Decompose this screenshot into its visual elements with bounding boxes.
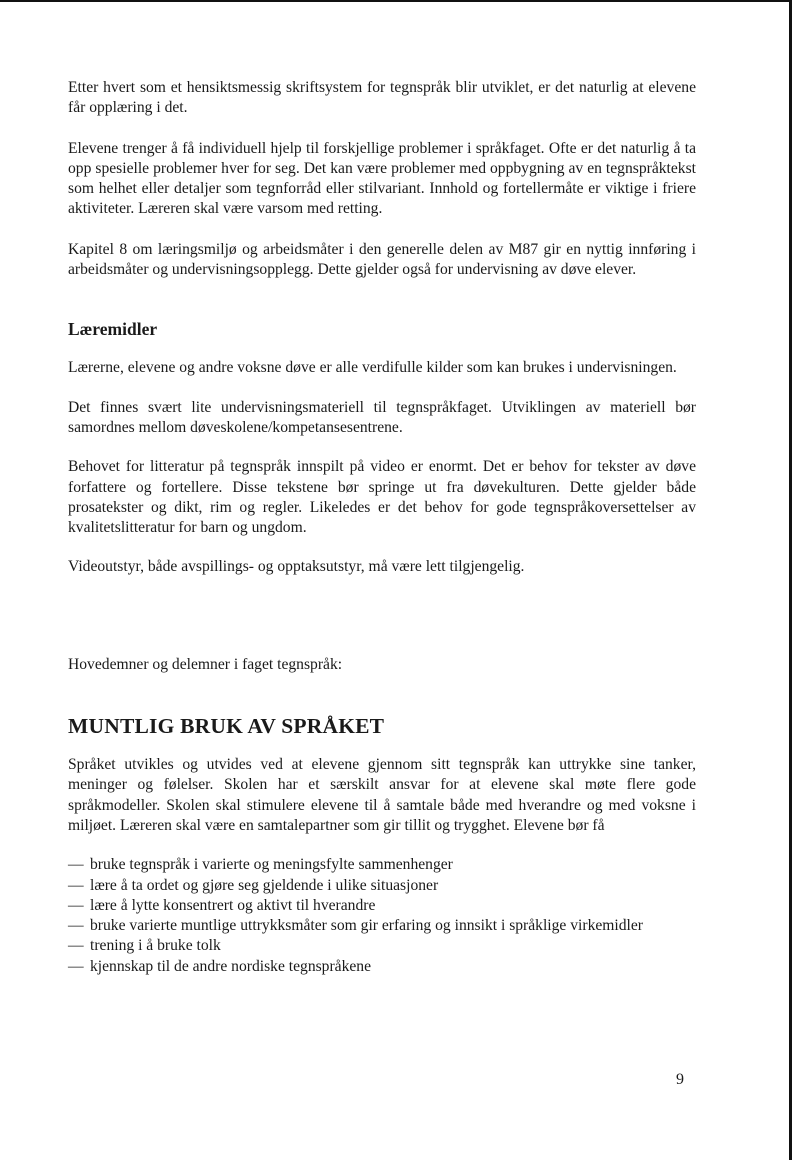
dash-marker: —	[68, 876, 84, 894]
page-number: 9	[676, 1071, 684, 1088]
paragraph-sources: Lærerne, elevene og andre voksne døve er alle verdifulle kilder som kan brukes i undervisningen.	[68, 359, 677, 377]
paragraph-language-development: Språket utvikles og utvides ved at elevene gjennom sitt tegnspråk kan uttrykke sine tanker, meninger og følelser. Skolen har et særskilt ansvar for at elevene skal møte flere gode språkmodeller. Skolen skal stimulere elevene til å samtale både med hverandre og med voksne i miljøet. Læreren skal være en samtalepartner som gir tillit og trygghet. Elevene bør få	[68, 756, 696, 834]
list-item-text: trening i å bruke tolk	[90, 937, 221, 955]
list-item	[68, 896, 696, 916]
heading-muntlig-bruk: MUNTLIG BRUK AV SPRÅKET	[68, 714, 385, 739]
dash-marker: —	[68, 957, 84, 975]
dash-marker: —	[68, 896, 84, 914]
list-item	[68, 936, 696, 956]
paragraph-writing-system: Etter hvert som et hensiktsmessig skriftsystem for tegnspråk blir utviklet, er det naturlig at elevene får opplæring i det.	[68, 79, 696, 117]
list-item	[68, 916, 696, 936]
list-item-text: lære å lytte konsentrert og aktivt til hverandre	[90, 896, 376, 914]
list-item-text: lære å ta ordet og gjøre seg gjeldende i ulike situasjoner	[90, 876, 439, 894]
paragraph-chapter-8: Kapitel 8 om læringsmiljø og arbeidsmåter i den generelle delen av M87 gir en nyttig innføring i arbeidsmåter og undervisningsopplegg. Dette gjelder også for undervisning av døve elever.	[68, 240, 696, 279]
dash-marker: —	[68, 856, 84, 874]
list-item	[68, 855, 696, 875]
list-item-text: kjennskap til de andre nordiske tegnspråkene	[90, 957, 372, 975]
list-item	[68, 876, 696, 896]
document-page	[68, 78, 696, 977]
dash-marker: —	[68, 937, 84, 955]
goals-list	[68, 855, 696, 977]
heading-laeremidler: Læremidler	[68, 319, 158, 340]
list-item-text: bruke tegnspråk i varierte og meningsfylte sammenhenger	[90, 856, 453, 874]
paragraph-main-topics: Hovedemner og delemner i faget tegnspråk:	[68, 655, 343, 673]
list-item	[68, 957, 696, 977]
paragraph-literature: Behovet for litteratur på tegnspråk innspilt på video er enormt. Det er behov for tekster av døve forfattere og fortellere. Disse tekstene bør springe ut fra døvekulturen. Dette gjelder både prosatekster og dikt, rim og regler. Likeledes er det behov for gode tegnspråkoversettelser av kvalitetslitteratur for barn og ungdom.	[68, 458, 696, 537]
list-item-text: bruke varierte muntlige uttrykksmåter som gir erfaring og innsikt i språklige virkemidler	[90, 917, 643, 935]
dash-marker: —	[68, 917, 84, 935]
paragraph-materials: Det finnes svært lite undervisningsmateriell til tegnspråkfaget. Utviklingen av materiell bør samordnes mellom døveskolene/kompetansesentrene.	[68, 398, 696, 436]
paragraph-individual-help: Elevene trenger å få individuell hjelp til forskjellige problemer i språkfaget. Ofte er det naturlig å ta opp spesielle problemer hver for seg. Det kan være problemer med oppbygning av en tegnspråktekst som helhet eller detaljer som tegnforråd eller stilvariant. Innhold og fortellermåte er viktige i friere aktiviteter. Læreren skal være varsom med retting.	[68, 139, 696, 218]
paragraph-video-equipment: Videoutstyr, både avspillings- og opptaksutstyr, må være lett tilgjengelig.	[68, 558, 525, 576]
scan-border-top	[0, 0, 792, 2]
